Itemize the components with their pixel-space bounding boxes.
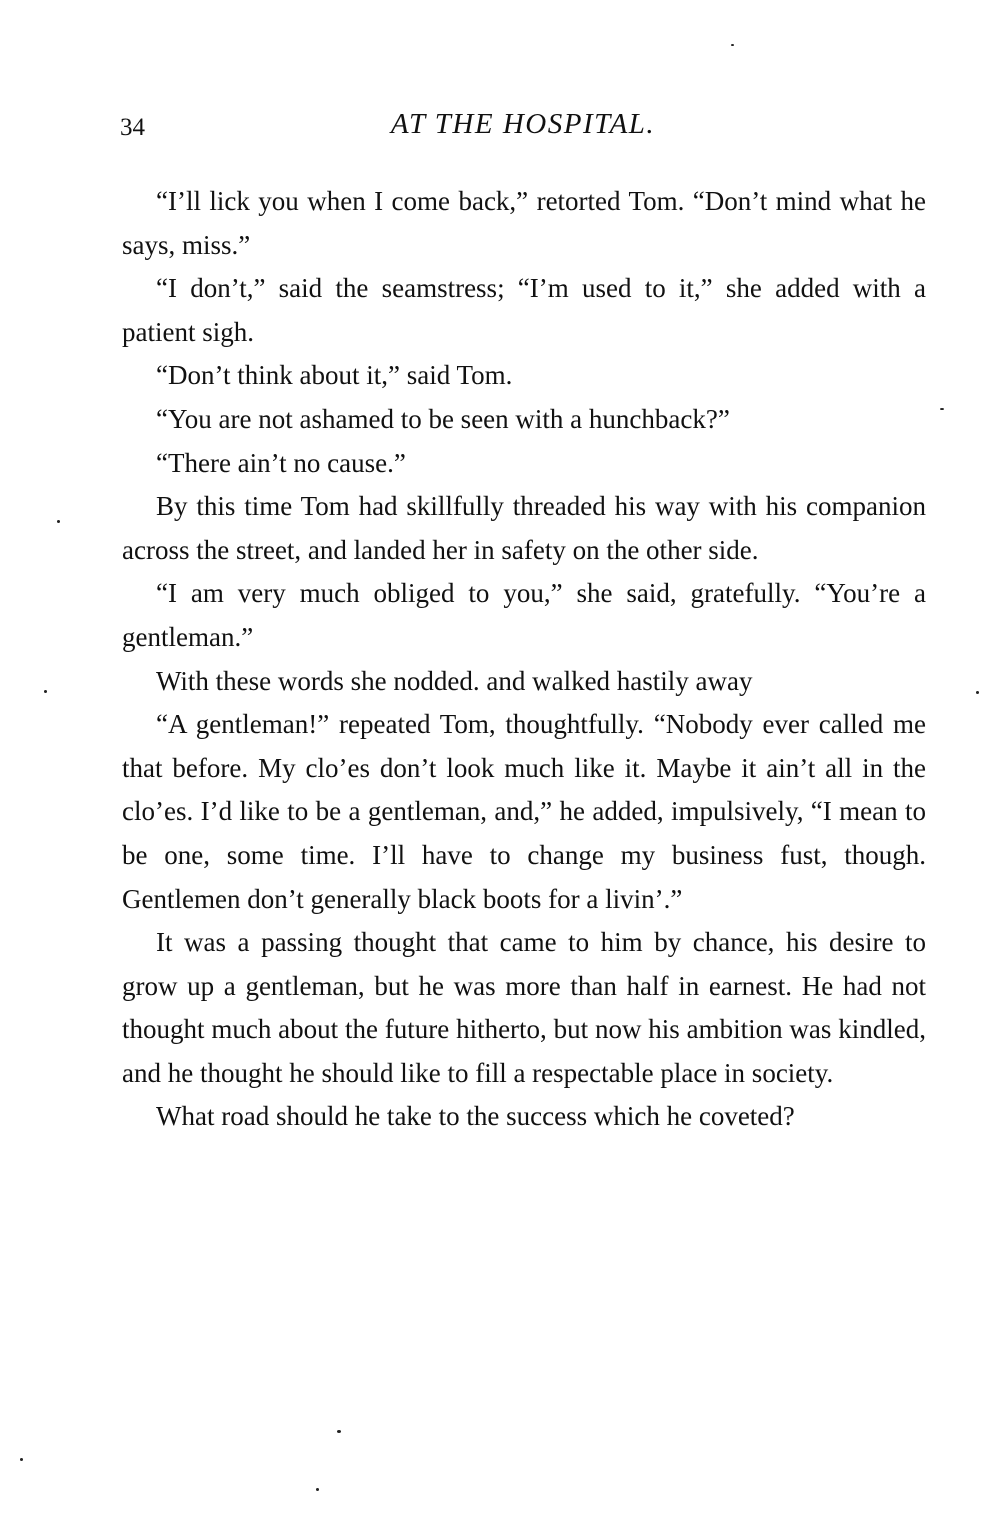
paragraph: By this time Tom had skillfully threaded his way with his companion across the street, and landed her in safety on the other side.: [122, 491, 926, 565]
scan-speck: [57, 520, 60, 523]
scan-speck: [20, 1458, 23, 1461]
paragraph: “A gentleman!” repeated Tom, thoughtfully. “Nobody ever called me that before. My clo’es don’t look much like it. Maybe it ain’t all in the clo’es. I’d like to be a gentleman, and,” he added, impulsively, “I mean to be one, some time. I’ll have to change my business fust, though. Gentlemen don’t generally black boots for a livin’.”: [122, 709, 926, 914]
scan-speck: [976, 691, 979, 694]
scan-speck: [44, 690, 47, 693]
scan-speck: [337, 1430, 341, 1433]
paragraph: “I don’t,” said the seamstress; “I’m used to it,” she added with a patient sigh.: [122, 273, 926, 347]
paragraph: It was a passing thought that came to him by chance, his desire to grow up a gentleman, but he was more than half in earnest. He had not thought much about the future hitherto, but now his ambition was kindled, and he thought he should like to fill a respectable place in society.: [122, 927, 926, 1088]
paragraph: “There ain’t no cause.”: [156, 447, 406, 478]
scan-speck: [316, 1488, 319, 1491]
body-text: [122, 180, 926, 1139]
paragraph: “I’ll lick you when I come back,” retorted Tom. “Don’t mind what he says, miss.”: [122, 186, 926, 260]
paragraph: “You are not ashamed to be seen with a hunchback?”: [156, 403, 730, 434]
page-header: [120, 108, 926, 148]
paragraph: “I am very much obliged to you,” she said, gratefully. “You’re a gentleman.”: [122, 578, 926, 652]
scan-speck: [731, 44, 734, 46]
paragraph: With these words she nodded. and walked hastily away: [156, 665, 753, 696]
page-number: 34: [120, 114, 145, 141]
paragraph: What road should he take to the success which he coveted?: [156, 1101, 795, 1132]
running-title: AT THE HOSPITAL.: [390, 108, 656, 140]
paragraph: “Don’t think about it,” said Tom.: [156, 360, 513, 391]
scan-speck: [940, 408, 944, 410]
